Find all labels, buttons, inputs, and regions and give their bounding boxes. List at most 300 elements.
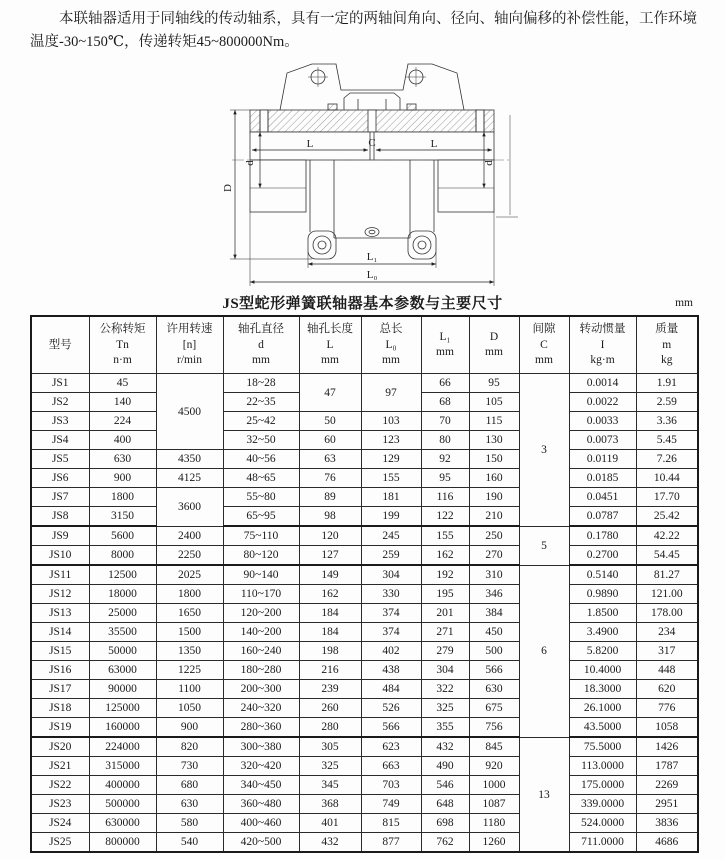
table-cell: 0.0185: [569, 469, 636, 488]
coupling-cross-section: [222, 60, 522, 288]
table-cell: 198: [299, 642, 361, 661]
table-cell: 339.0000: [569, 795, 636, 814]
table-cell: 346: [469, 585, 519, 604]
table-row: [31, 450, 698, 469]
table-cell: 698: [421, 814, 469, 833]
table-row: [31, 565, 698, 585]
table-row: [31, 737, 698, 757]
table-cell: 3600: [156, 488, 223, 527]
table-cell: 122: [421, 507, 469, 527]
table-cell: 0.0073: [569, 431, 636, 450]
table-cell: 13: [519, 737, 569, 852]
table-cell: JS5: [31, 450, 89, 469]
table-cell: 0.0119: [569, 450, 636, 469]
table-cell: 374: [361, 623, 421, 642]
table-cell: 140: [89, 393, 156, 412]
dimension-label-d-left: d: [244, 160, 256, 167]
table-cell: 201: [421, 604, 469, 623]
table-cell: 432: [421, 737, 469, 757]
table-cell: 4350: [156, 450, 223, 469]
table-cell: 623: [361, 737, 421, 757]
table-cell: 4686: [636, 833, 698, 853]
table-cell: 18.3000: [569, 680, 636, 699]
table-cell: 199: [361, 507, 421, 527]
table-cell: 2269: [636, 776, 698, 795]
table-cell: 89: [299, 488, 361, 507]
table-cell: 63000: [89, 661, 156, 680]
table-cell: JS13: [31, 604, 89, 623]
table-cell: 877: [361, 833, 421, 853]
table-cell: 304: [361, 565, 421, 585]
table-cell: 271: [421, 623, 469, 642]
table-cell: 749: [361, 795, 421, 814]
table-cell: 129: [361, 450, 421, 469]
table-cell: 115: [469, 412, 519, 431]
table-row: [31, 546, 698, 566]
column-header: 轴孔直径 d mm: [223, 316, 299, 374]
table-cell: 5600: [89, 526, 156, 546]
table-cell: 330: [361, 585, 421, 604]
parameters-table: [30, 315, 699, 853]
table-cell: 10.4000: [569, 661, 636, 680]
table-cell: 18~28: [223, 374, 299, 393]
table-cell: 368: [299, 795, 361, 814]
table-cell: 40~56: [223, 450, 299, 469]
table-cell: 160~240: [223, 642, 299, 661]
table-cell: 305: [299, 737, 361, 757]
table-cell: 0.0033: [569, 412, 636, 431]
table-cell: 490: [421, 757, 469, 776]
table-cell: 63: [299, 450, 361, 469]
table-cell: 675: [469, 699, 519, 718]
table-cell: 149: [299, 565, 361, 585]
table-cell: 374: [361, 604, 421, 623]
table-cell: 279: [421, 642, 469, 661]
table-cell: 325: [421, 699, 469, 718]
table-cell: JS8: [31, 507, 89, 527]
table-cell: 2250: [156, 546, 223, 566]
dimension-label-L0: L₀: [366, 269, 378, 282]
table-row: [31, 776, 698, 795]
table-header: [31, 316, 698, 374]
table-row: [31, 699, 698, 718]
table-cell: 7.26: [636, 450, 698, 469]
table-cell: 110~170: [223, 585, 299, 604]
table-cell: JS17: [31, 680, 89, 699]
table-cell: 45: [89, 374, 156, 393]
flange-bolt-left: [328, 104, 337, 110]
table-cell: 50: [299, 412, 361, 431]
table-cell: 80~120: [223, 546, 299, 566]
table-cell: 0.5140: [569, 565, 636, 585]
table-cell: 325: [299, 757, 361, 776]
table-cell: 680: [156, 776, 223, 795]
table-cell: JS19: [31, 718, 89, 738]
table-cell: 1260: [469, 833, 519, 853]
table-cell: 155: [361, 469, 421, 488]
table-cell: 1426: [636, 737, 698, 757]
table-cell: 630: [469, 680, 519, 699]
table-cell: JS14: [31, 623, 89, 642]
table-cell: 900: [156, 718, 223, 738]
table-cell: 630: [156, 795, 223, 814]
flange-bolt-right: [407, 104, 416, 110]
column-header: 型号: [31, 316, 89, 374]
table-cell: 630000: [89, 814, 156, 833]
table-cell: 192: [421, 565, 469, 585]
table-cell: 450: [469, 623, 519, 642]
table-row: [31, 469, 698, 488]
column-header: 转动惯量 I kg·m: [569, 316, 636, 374]
coupling-drawing: [222, 60, 522, 288]
table-cell: 820: [156, 737, 223, 757]
table-cell: JS22: [31, 776, 89, 795]
table-cell: 566: [361, 718, 421, 738]
table-row: [31, 488, 698, 507]
spring-guard-outline: [344, 93, 400, 110]
table-cell: 310: [469, 565, 519, 585]
dimension-label-L-left: L: [306, 138, 314, 151]
table-cell: JS9: [31, 526, 89, 546]
table-cell: 103: [361, 412, 421, 431]
table-cell: 776: [636, 699, 698, 718]
table-cell: 756: [469, 718, 519, 738]
table-cell: JS10: [31, 546, 89, 566]
table-cell: 81.27: [636, 565, 698, 585]
table-cell: 3836: [636, 814, 698, 833]
table-cell: 90~140: [223, 565, 299, 585]
table-cell: JS7: [31, 488, 89, 507]
table-cell: JS25: [31, 833, 89, 853]
table-cell: 26.1000: [569, 699, 636, 718]
table-cell: 280~360: [223, 718, 299, 738]
table-cell: 66: [421, 374, 469, 393]
table-title: JS型蛇形弹簧联轴器基本参数与主要尺寸: [222, 296, 503, 313]
table-cell: 150: [469, 450, 519, 469]
dimension-label-L1: L₁: [366, 251, 378, 264]
dimension-label-L-right: L: [430, 138, 438, 151]
table-cell: 181: [361, 488, 421, 507]
table-cell: 703: [361, 776, 421, 795]
table-cell: JS23: [31, 795, 89, 814]
column-header: 质量 m kg: [636, 316, 698, 374]
table-cell: 355: [421, 718, 469, 738]
document-page: [0, 8, 725, 860]
table-cell: 245: [361, 526, 421, 546]
table-cell: 438: [361, 661, 421, 680]
table-cell: 162: [421, 546, 469, 566]
table-cell: JS2: [31, 393, 89, 412]
table-cell: 95: [421, 469, 469, 488]
center-slot: [365, 228, 379, 237]
table-cell: 95: [469, 374, 519, 393]
table-cell: 65~95: [223, 507, 299, 527]
table-cell: 1800: [89, 488, 156, 507]
table-row: [31, 757, 698, 776]
table-cell: 1180: [469, 814, 519, 833]
table-cell: 360~480: [223, 795, 299, 814]
table-cell: 50000: [89, 642, 156, 661]
table-cell: 6: [519, 565, 569, 737]
table-cell: 322: [421, 680, 469, 699]
table-cell: 175.0000: [569, 776, 636, 795]
table-cell: 0.2700: [569, 546, 636, 566]
table-cell: 400: [89, 431, 156, 450]
table-row: [31, 412, 698, 431]
table-cell: JS1: [31, 374, 89, 393]
table-cell: 92: [421, 450, 469, 469]
header-row: [31, 316, 698, 374]
table-cell: 240~320: [223, 699, 299, 718]
table-cell: 4125: [156, 469, 223, 488]
table-cell: 2025: [156, 565, 223, 585]
table-cell: 123: [361, 431, 421, 450]
table-cell: 98: [299, 507, 361, 527]
table-cell: 663: [361, 757, 421, 776]
table-cell: 178.00: [636, 604, 698, 623]
table-cell: 566: [469, 661, 519, 680]
table-row: [31, 642, 698, 661]
table-cell: 1800: [156, 585, 223, 604]
table-cell: 900: [89, 469, 156, 488]
table-cell: 35500: [89, 623, 156, 642]
table-cell: 448: [636, 661, 698, 680]
table-cell: 0.0022: [569, 393, 636, 412]
table-cell: 120: [299, 526, 361, 546]
table-cell: 2400: [156, 526, 223, 546]
table-cell: 195: [421, 585, 469, 604]
table-cell: JS3: [31, 412, 89, 431]
table-cell: 580: [156, 814, 223, 833]
table-cell: 200~300: [223, 680, 299, 699]
table-cell: 270: [469, 546, 519, 566]
table-row: [31, 718, 698, 738]
table-cell: 1650: [156, 604, 223, 623]
table-cell: 500: [469, 642, 519, 661]
table-cell: 184: [299, 623, 361, 642]
table-cell: 304: [421, 661, 469, 680]
table-cell: 402: [361, 642, 421, 661]
table-cell: 800000: [89, 833, 156, 853]
table-row: [31, 507, 698, 527]
table-cell: JS4: [31, 431, 89, 450]
dimension-label-C: C: [368, 137, 376, 150]
column-header: 许用转速 [n] r/min: [156, 316, 223, 374]
table-cell: 1050: [156, 699, 223, 718]
table-cell: 0.0014: [569, 374, 636, 393]
table-row: [31, 795, 698, 814]
table-cell: 22~35: [223, 393, 299, 412]
table-cell: 55~80: [223, 488, 299, 507]
table-cell: JS15: [31, 642, 89, 661]
table-cell: 920: [469, 757, 519, 776]
table-cell: 1787: [636, 757, 698, 776]
table-cell: 140~200: [223, 623, 299, 642]
column-header: 轴孔长度 L mm: [299, 316, 361, 374]
table-row: [31, 585, 698, 604]
column-header: 公称转矩 Tn n·m: [89, 316, 156, 374]
table-cell: 10.44: [636, 469, 698, 488]
table-cell: 234: [636, 623, 698, 642]
table-cell: 160: [469, 469, 519, 488]
table-cell: 120~200: [223, 604, 299, 623]
table-cell: 25000: [89, 604, 156, 623]
table-row: [31, 431, 698, 450]
table-cell: 224000: [89, 737, 156, 757]
table-cell: JS18: [31, 699, 89, 718]
table-cell: 400~460: [223, 814, 299, 833]
table-cell: 3: [519, 374, 569, 527]
table-row: [31, 833, 698, 853]
column-header: 总长 L₀ mm: [361, 316, 421, 374]
bolt-boss-left: [308, 231, 336, 259]
table-cell: 1100: [156, 680, 223, 699]
table-cell: 845: [469, 737, 519, 757]
table-cell: 121.00: [636, 585, 698, 604]
table-cell: 116: [421, 488, 469, 507]
table-cell: 224: [89, 412, 156, 431]
table-cell: 340~450: [223, 776, 299, 795]
table-cell: JS11: [31, 565, 89, 585]
table-cell: 250: [469, 526, 519, 546]
table-body: [31, 374, 698, 853]
table-cell: 80: [421, 431, 469, 450]
table-cell: 620: [636, 680, 698, 699]
table-cell: 280: [299, 718, 361, 738]
table-cell: 47: [299, 374, 361, 412]
table-cell: 3.4900: [569, 623, 636, 642]
table-cell: JS21: [31, 757, 89, 776]
table-cell: 315000: [89, 757, 156, 776]
table-row: [31, 374, 698, 393]
table-cell: 43.5000: [569, 718, 636, 738]
bolt-boss-right: [408, 231, 436, 259]
table-cell: 8000: [89, 546, 156, 566]
table-cell: 42.22: [636, 526, 698, 546]
table-row: [31, 680, 698, 699]
dimension-label-d-right: d: [483, 160, 495, 167]
table-row: [31, 661, 698, 680]
table-cell: 500000: [89, 795, 156, 814]
table-cell: 259: [361, 546, 421, 566]
table-cell: 75.5000: [569, 737, 636, 757]
table-cell: 1.8500: [569, 604, 636, 623]
table-cell: 75~110: [223, 526, 299, 546]
table-cell: 48~65: [223, 469, 299, 488]
table-cell: 1500: [156, 623, 223, 642]
table-cell: 4500: [156, 374, 223, 450]
table-row: [31, 526, 698, 546]
table-cell: 18000: [89, 585, 156, 604]
table-cell: 648: [421, 795, 469, 814]
table-cell: 162: [299, 585, 361, 604]
table-cell: 180~280: [223, 661, 299, 680]
table-cell: 384: [469, 604, 519, 623]
table-cell: 400000: [89, 776, 156, 795]
table-cell: 1.91: [636, 374, 698, 393]
table-cell: 3.36: [636, 412, 698, 431]
table-cell: 32~50: [223, 431, 299, 450]
table-cell: 0.0451: [569, 488, 636, 507]
table-cell: 184: [299, 604, 361, 623]
table-cell: 484: [361, 680, 421, 699]
table-cell: 546: [421, 776, 469, 795]
table-cell: 239: [299, 680, 361, 699]
table-cell: 420~500: [223, 833, 299, 853]
table-cell: 1350: [156, 642, 223, 661]
table-cell: JS20: [31, 737, 89, 757]
table-cell: 345: [299, 776, 361, 795]
table-cell: 0.1780: [569, 526, 636, 546]
table-cell: 0.9890: [569, 585, 636, 604]
table-cell: 216: [299, 661, 361, 680]
table-cell: 130: [469, 431, 519, 450]
table-cell: 68: [421, 393, 469, 412]
column-header: L₁ mm: [421, 316, 469, 374]
table-row: [31, 814, 698, 833]
dimension-label-D: D: [222, 184, 234, 193]
table-cell: 320~420: [223, 757, 299, 776]
table-cell: 2951: [636, 795, 698, 814]
table-cell: 0.0787: [569, 507, 636, 527]
table-cell: 730: [156, 757, 223, 776]
housing-cover-outline: [280, 64, 464, 110]
table-cell: 54.45: [636, 546, 698, 566]
table-cell: 1087: [469, 795, 519, 814]
table-cell: 25.42: [636, 507, 698, 527]
table-cell: 524.0000: [569, 814, 636, 833]
table-cell: 3150: [89, 507, 156, 527]
table-cell: 155: [421, 526, 469, 546]
column-header: 间隙 C mm: [519, 316, 569, 374]
hub-lower-right: [438, 160, 494, 212]
unit-label: mm: [675, 297, 693, 310]
hub-lower-left: [250, 160, 306, 212]
table-cell: 1225: [156, 661, 223, 680]
table-cell: 60: [299, 431, 361, 450]
table-cell: 5.8200: [569, 642, 636, 661]
table-cell: 526: [361, 699, 421, 718]
table-cell: 190: [469, 488, 519, 507]
table-title-row: [0, 292, 725, 312]
table-cell: 113.0000: [569, 757, 636, 776]
table-cell: 317: [636, 642, 698, 661]
table-cell: 76: [299, 469, 361, 488]
table-row: [31, 623, 698, 642]
table-cell: 432: [299, 833, 361, 853]
table-cell: 70: [421, 412, 469, 431]
table-cell: 762: [421, 833, 469, 853]
table-cell: 1058: [636, 718, 698, 738]
table-cell: 260: [299, 699, 361, 718]
table-cell: 5.45: [636, 431, 698, 450]
table-cell: 12500: [89, 565, 156, 585]
table-cell: 630: [89, 450, 156, 469]
table-cell: 127: [299, 546, 361, 566]
table-cell: JS24: [31, 814, 89, 833]
table-cell: 2.59: [636, 393, 698, 412]
table-cell: 90000: [89, 680, 156, 699]
column-header: D mm: [469, 316, 519, 374]
table-cell: 97: [361, 374, 421, 412]
table-cell: 125000: [89, 699, 156, 718]
intro-paragraph: 本联轴器适用于同轴线的传动轴系，具有一定的两轴间角向、径向、轴向偏移的补偿性能，工作环境温度-30~150℃，传递转矩45~800000Nm。: [30, 11, 697, 51]
table-cell: 5: [519, 526, 569, 565]
table-cell: 105: [469, 393, 519, 412]
table-cell: 300~380: [223, 737, 299, 757]
table-cell: 17.70: [636, 488, 698, 507]
table-cell: 711.0000: [569, 833, 636, 853]
